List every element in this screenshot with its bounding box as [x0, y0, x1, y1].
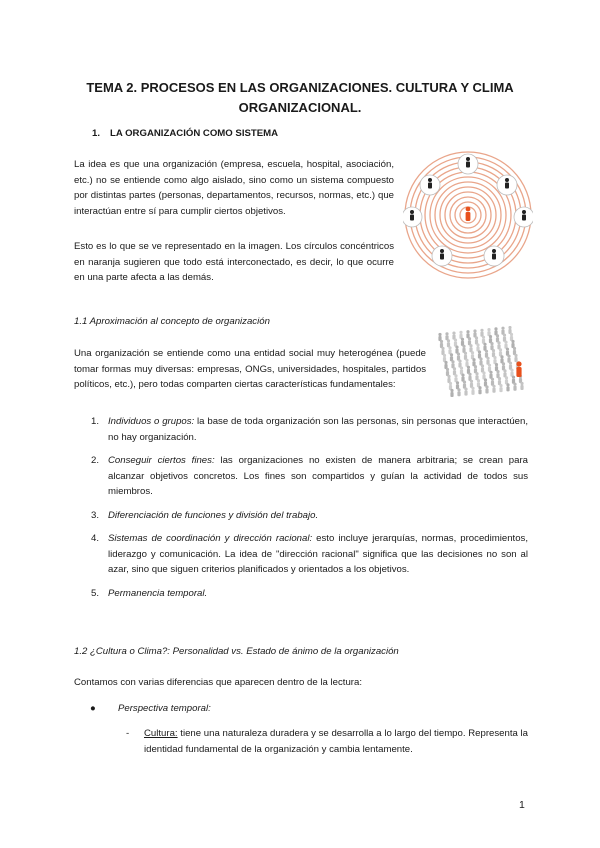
list-item-number: 4.	[91, 533, 100, 545]
dash-text	[144, 726, 528, 757]
section-number: 1.	[92, 128, 101, 139]
section-heading-1	[92, 126, 278, 142]
subsection1-2-intro: Contamos con varias diferencias que aparecen dentro de la lectura:	[74, 677, 362, 688]
list-item	[74, 453, 528, 500]
list-item-term: Diferenciación de funciones y división del trabajo.	[108, 509, 319, 521]
page-number: 1	[519, 799, 525, 811]
subsection-heading-1-2: 1.2 ¿Cultura o Clima?: Personalidad vs. Estado de ánimo de la organización	[74, 646, 399, 657]
list-item	[74, 531, 528, 578]
list-item	[74, 414, 528, 445]
list-item	[74, 586, 528, 602]
concentric-circles-people-icon	[403, 150, 533, 280]
bullet-icon: ●	[90, 703, 96, 714]
list-item-text: la base de toda organización son las personas, sin personas que interactúen, no hay organización.	[108, 416, 529, 443]
dash-body: tiene una naturaleza duradera y se desarrolla a lo largo del tiempo. Representa la identidad fundamental de la organización y cambia lentamente.	[144, 728, 528, 755]
list-item	[74, 508, 528, 524]
bullet-text: Perspectiva temporal:	[118, 703, 211, 714]
list-item-term: Conseguir ciertos fines:	[108, 455, 215, 467]
list-item-number: 3.	[91, 509, 100, 521]
list-item-number: 5.	[91, 587, 100, 599]
dash-icon: -	[126, 728, 130, 739]
crowd-of-figures-with-orange-leader-icon	[434, 326, 530, 408]
dash-term: Cultura:	[144, 728, 178, 739]
section-heading-text: LA ORGANIZACIÓN COMO SISTEMA	[110, 128, 279, 139]
subsection1-1-intro: Una organización se entiende como una entidad social muy heterogénea (puede tomar formas muy diversas: empresas, ONGs, universidades, hospitales, partidos políticos, etc.), pero todas comparten ciertas características fundamentales:	[74, 348, 426, 391]
list-item-term: Sistemas de coordinación y dirección racional:	[108, 533, 313, 545]
subsection-heading-1-1: 1.1 Aproximación al concepto de organización	[74, 316, 270, 327]
list-item-number: 2.	[91, 455, 100, 467]
characteristics-list	[74, 414, 528, 609]
list-item-number: 1.	[91, 416, 100, 427]
list-item-text: las organizaciones no existen de manera arbitraria; se crean para alcanzar objetivos concretos. Los fines son compartidos y guían la actividad de todos sus miembros.	[108, 455, 528, 498]
document-title: TEMA 2. PROCESOS EN LAS ORGANIZACIONES. CULTURA Y CLIMA ORGANIZACIONAL.	[86, 80, 514, 115]
list-item-text: esto incluye jerarquías, normas, procedimientos, liderazgo y comunicación. La idea de "dirección racional" significa que las decisiones no son al azar, sino que siguen criterios planificados y orientados a los objetivos.	[108, 533, 528, 576]
section1-paragraph-1: La idea es que una organización (empresa, escuela, hospital, asociación, etc.) no se entiende como algo aislado, sino como un sistema compuesto por distintas partes (personas, departamentos, recursos, normas, etc.) que interactúan entre sí para cumplir ciertos objetivos.	[74, 159, 394, 217]
list-item-term: Individuos o grupos:	[108, 416, 195, 427]
section1-paragraph-2: Esto es lo que se ve representado en la imagen. Los círculos concéntricos en naranja sugieren que todo está interconectado, es decir, lo que ocurre en una parte afecta a las demás.	[74, 241, 394, 284]
list-item-term: Permanencia temporal.	[108, 587, 208, 599]
